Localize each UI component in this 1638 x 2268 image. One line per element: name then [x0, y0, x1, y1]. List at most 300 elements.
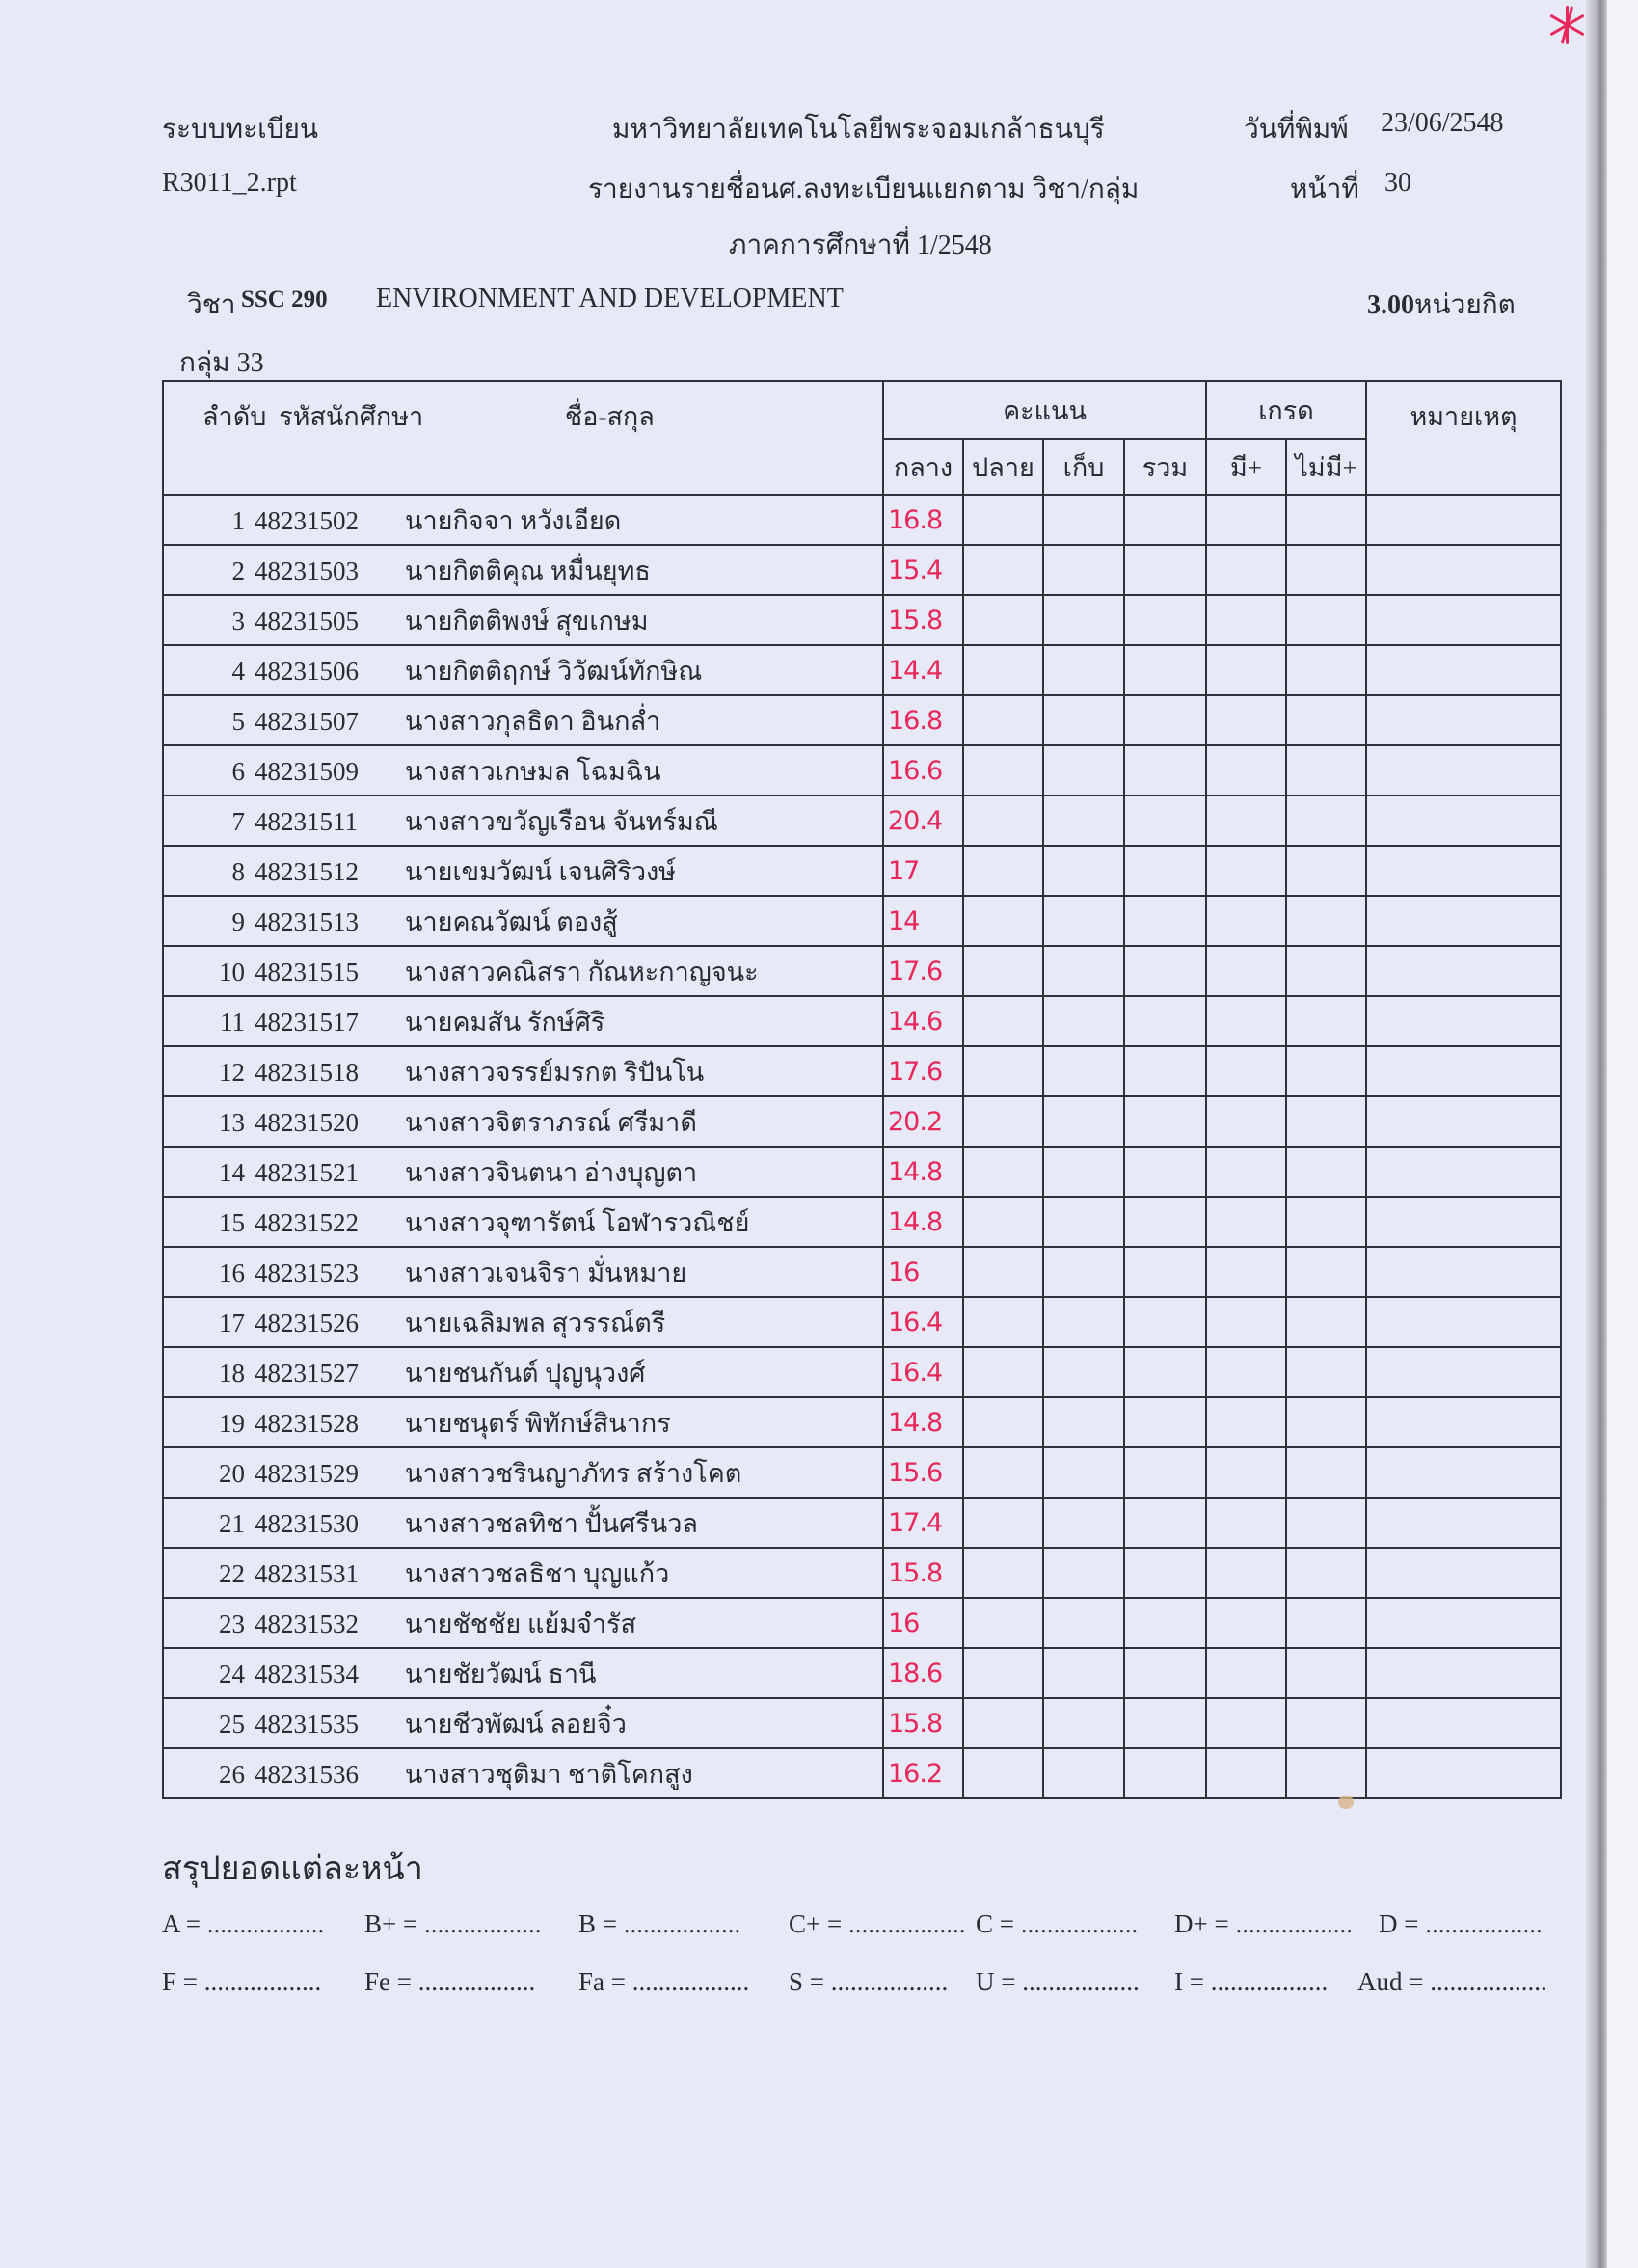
- student-cell: [163, 1648, 883, 1698]
- table-row: [163, 1096, 1561, 1147]
- remarks-cell: [1366, 1598, 1561, 1648]
- summary-blank-line: ..................: [1020, 1909, 1139, 1938]
- remarks-cell: [1366, 1096, 1561, 1147]
- total-score-cell: [1124, 996, 1206, 1046]
- total-score-cell: [1124, 1197, 1206, 1247]
- total-score-cell: [1124, 1698, 1206, 1748]
- midterm-score: 18.6: [883, 1648, 963, 1698]
- grade-has-plus-cell: [1206, 1698, 1286, 1748]
- student-name: นางสาวชลทิชา ปั้นศรีนวล: [405, 1508, 698, 1538]
- final-score-cell: [963, 1297, 1043, 1347]
- student-name: นายชัชชัย แย้มจำรัส: [405, 1608, 636, 1638]
- grade-no-plus-cell: [1286, 1096, 1366, 1147]
- header-student-id: รหัสนักศึกษา: [279, 402, 424, 431]
- total-score-cell: [1124, 1397, 1206, 1447]
- final-score-cell: [963, 695, 1043, 745]
- collected-score-cell: [1043, 1046, 1124, 1096]
- summary-blank-line: ..................: [206, 1909, 325, 1938]
- header-order: ลำดับ: [202, 402, 267, 431]
- final-score-cell: [963, 745, 1043, 796]
- grade-has-plus-cell: [1206, 1548, 1286, 1598]
- summary-blank-line: ..................: [423, 1909, 542, 1938]
- header-scores: คะแนน: [883, 381, 1206, 439]
- report-file: R3011_2.rpt: [162, 168, 297, 198]
- grade-has-plus-cell: [1206, 1447, 1286, 1498]
- header-has-plus: มี+: [1206, 439, 1286, 495]
- university-name: มหาวิทยาลัยเทคโนโลยีพระจอมเกล้าธนบุรี: [612, 115, 1105, 145]
- table-row: [163, 1598, 1561, 1648]
- total-score-cell: [1124, 846, 1206, 896]
- student-id: 48231522: [255, 1207, 359, 1237]
- summary-grade-label: I =: [1174, 1967, 1204, 1996]
- student-name: นางสาวชลธิชา บุญแก้ว: [405, 1558, 670, 1588]
- grade-no-plus-cell: [1286, 996, 1366, 1046]
- student-id: 48231531: [255, 1558, 359, 1588]
- summary-grade-label: C =: [976, 1909, 1014, 1938]
- grade-has-plus-cell: [1206, 545, 1286, 595]
- midterm-score: 16.8: [883, 695, 963, 745]
- midterm-score: 15.6: [883, 1447, 963, 1498]
- group-label: กลุ่ม: [179, 348, 230, 378]
- grade-no-plus-cell: [1286, 1247, 1366, 1297]
- summary-grade-label: D+ =: [1174, 1909, 1229, 1938]
- grade-has-plus-cell: [1206, 796, 1286, 846]
- report-title: รายงานรายชื่อนศ.ลงทะเบียนแยกตาม วิชา/กลุ่ม: [588, 175, 1140, 204]
- total-score-cell: [1124, 495, 1206, 545]
- student-id: 48231528: [255, 1408, 359, 1438]
- grade-has-plus-cell: [1206, 1247, 1286, 1297]
- final-score-cell: [963, 896, 1043, 946]
- student-name: นางสาวจุฑารัตน์ โอฬารวณิชย์: [405, 1207, 750, 1237]
- final-score-cell: [963, 1598, 1043, 1648]
- collected-score-cell: [1043, 1748, 1124, 1798]
- student-name: นายกิตติฤกษ์ วิวัฒน์ทักษิณ: [405, 656, 703, 686]
- row-number: 17: [219, 1308, 245, 1337]
- grade-no-plus-cell: [1286, 1548, 1366, 1598]
- row-number: 5: [231, 706, 245, 736]
- table-row: [163, 745, 1561, 796]
- total-score-cell: [1124, 1147, 1206, 1197]
- remarks-cell: [1366, 1297, 1561, 1347]
- grade-has-plus-cell: [1206, 1498, 1286, 1548]
- student-id: 48231526: [255, 1308, 359, 1337]
- table-row: [163, 1548, 1561, 1598]
- row-number: 23: [219, 1608, 245, 1638]
- final-score-cell: [963, 1197, 1043, 1247]
- course-code: SSC 290: [241, 286, 328, 312]
- page-label: หน้าที่: [1290, 175, 1359, 204]
- student-id: 48231518: [255, 1057, 359, 1087]
- final-score-cell: [963, 1147, 1043, 1197]
- midterm-score: 14.4: [883, 645, 963, 695]
- row-number: 7: [231, 806, 245, 836]
- grade-no-plus-cell: [1286, 695, 1366, 745]
- header-remarks: หมายเหตุ: [1366, 381, 1561, 495]
- summary-grade-field: [364, 1967, 535, 1997]
- row-number: 21: [219, 1508, 245, 1538]
- summary-grade-field: [1174, 1909, 1353, 1939]
- collected-score-cell: [1043, 946, 1124, 996]
- summary-blank-line: ..................: [1235, 1909, 1353, 1938]
- row-number: 4: [231, 656, 245, 686]
- student-id: 48231515: [255, 957, 359, 986]
- midterm-score: 17.6: [883, 1046, 963, 1096]
- row-number: 3: [231, 606, 245, 635]
- midterm-score: 16.4: [883, 1347, 963, 1397]
- summary-grade-label: S =: [789, 1967, 824, 1996]
- total-score-cell: [1124, 695, 1206, 745]
- final-score-cell: [963, 1096, 1043, 1147]
- grade-has-plus-cell: [1206, 896, 1286, 946]
- student-name: นายคมสัน รักษ์ศิริ: [405, 1007, 605, 1037]
- student-cell: [163, 1197, 883, 1247]
- summary-grade-field: [364, 1909, 541, 1939]
- student-id: 48231529: [255, 1458, 359, 1488]
- student-cell: [163, 695, 883, 745]
- grade-no-plus-cell: [1286, 846, 1366, 896]
- remarks-cell: [1366, 796, 1561, 846]
- grade-no-plus-cell: [1286, 1297, 1366, 1347]
- summary-title: สรุปยอดแต่ละหน้า: [162, 1851, 423, 1887]
- collected-score-cell: [1043, 745, 1124, 796]
- table-row: [163, 1247, 1561, 1297]
- table-row: [163, 695, 1561, 745]
- row-number: 8: [231, 856, 245, 886]
- total-score-cell: [1124, 1748, 1206, 1798]
- summary-blank-line: ..................: [1425, 1909, 1543, 1938]
- collected-score-cell: [1043, 1397, 1124, 1447]
- final-score-cell: [963, 946, 1043, 996]
- student-cell: [163, 996, 883, 1046]
- student-cell: [163, 545, 883, 595]
- table-row: [163, 1046, 1561, 1096]
- student-cell: [163, 1447, 883, 1498]
- table-row: [163, 1447, 1561, 1498]
- student-name: นายชัยวัฒน์ ธานี: [405, 1659, 597, 1688]
- grade-has-plus-cell: [1206, 1397, 1286, 1447]
- grade-has-plus-cell: [1206, 846, 1286, 896]
- midterm-score: 17.4: [883, 1498, 963, 1548]
- grade-no-plus-cell: [1286, 1748, 1366, 1798]
- remarks-cell: [1366, 996, 1561, 1046]
- final-score-cell: [963, 495, 1043, 545]
- paper-stain: [1338, 1796, 1354, 1809]
- row-number: 18: [219, 1358, 245, 1388]
- remarks-cell: [1366, 1397, 1561, 1447]
- student-cell: [163, 745, 883, 796]
- collected-score-cell: [1043, 1498, 1124, 1548]
- table-row: [163, 495, 1561, 545]
- grade-no-plus-cell: [1286, 495, 1366, 545]
- remarks-cell: [1366, 896, 1561, 946]
- grade-has-plus-cell: [1206, 1147, 1286, 1197]
- student-name: นางสาวคณิสรา กัณหะกาญจนะ: [405, 957, 759, 986]
- student-table: [162, 380, 1562, 1799]
- grade-no-plus-cell: [1286, 896, 1366, 946]
- total-score-cell: [1124, 1548, 1206, 1598]
- student-name: นางสาวจินตนา อ่างบุญตา: [405, 1157, 698, 1187]
- student-id: 48231506: [255, 656, 359, 686]
- grade-no-plus-cell: [1286, 1648, 1366, 1698]
- grade-no-plus-cell: [1286, 545, 1366, 595]
- page-number: 30: [1384, 168, 1411, 198]
- remarks-cell: [1366, 1197, 1561, 1247]
- collected-score-cell: [1043, 1197, 1124, 1247]
- student-cell: [163, 1096, 883, 1147]
- summary-grade-field: [789, 1909, 965, 1939]
- table-row: [163, 1698, 1561, 1748]
- student-cell: [163, 1046, 883, 1096]
- collected-score-cell: [1043, 996, 1124, 1046]
- row-number: 9: [231, 906, 245, 936]
- summary-grade-label: U =: [976, 1967, 1016, 1996]
- print-date-label: วันที่พิมพ์: [1244, 115, 1349, 145]
- student-id: 48231523: [255, 1257, 359, 1287]
- table-row: [163, 796, 1561, 846]
- student-name: นางสาวขวัญเรือน จันทร์มณี: [405, 806, 718, 836]
- collected-score-cell: [1043, 645, 1124, 695]
- row-number: 25: [219, 1709, 245, 1739]
- grade-has-plus-cell: [1206, 595, 1286, 645]
- remarks-cell: [1366, 1447, 1561, 1498]
- collected-score-cell: [1043, 1447, 1124, 1498]
- row-number: 2: [231, 555, 245, 585]
- grade-has-plus-cell: [1206, 695, 1286, 745]
- table-row: [163, 1748, 1561, 1798]
- total-score-cell: [1124, 1046, 1206, 1096]
- student-cell: [163, 1297, 883, 1347]
- grade-has-plus-cell: [1206, 645, 1286, 695]
- final-score-cell: [963, 846, 1043, 896]
- summary-grade-field: [578, 1967, 749, 1997]
- student-cell: [163, 946, 883, 996]
- summary-grade-label: Fa =: [578, 1967, 626, 1996]
- student-cell: [163, 1748, 883, 1798]
- total-score-cell: [1124, 595, 1206, 645]
- handwritten-asterisk-mark: [1552, 6, 1581, 44]
- grade-has-plus-cell: [1206, 1748, 1286, 1798]
- collected-score-cell: [1043, 1648, 1124, 1698]
- row-number: 6: [231, 756, 245, 786]
- midterm-score: 15.8: [883, 1698, 963, 1748]
- midterm-score: 14.8: [883, 1147, 963, 1197]
- student-cell: [163, 1347, 883, 1397]
- remarks-cell: [1366, 595, 1561, 645]
- row-number: 26: [219, 1759, 245, 1789]
- remarks-cell: [1366, 745, 1561, 796]
- grade-no-plus-cell: [1286, 1447, 1366, 1498]
- total-score-cell: [1124, 1648, 1206, 1698]
- student-id: 48231532: [255, 1608, 359, 1638]
- student-id: 48231505: [255, 606, 359, 635]
- summary-grade-field: [976, 1967, 1140, 1997]
- collected-score-cell: [1043, 796, 1124, 846]
- grade-has-plus-cell: [1206, 495, 1286, 545]
- total-score-cell: [1124, 1247, 1206, 1297]
- summary-grade-field: [162, 1909, 324, 1939]
- student-name: นางสาวชุติมา ชาติโคกสูง: [405, 1759, 693, 1789]
- grade-has-plus-cell: [1206, 996, 1286, 1046]
- collected-score-cell: [1043, 595, 1124, 645]
- student-name: นายชีวพัฒน์ ลอยจิ๋ว: [405, 1709, 627, 1739]
- student-id: 48231520: [255, 1107, 359, 1137]
- summary-grade-label: B =: [578, 1909, 617, 1938]
- student-cell: [163, 846, 883, 896]
- remarks-cell: [1366, 1498, 1561, 1548]
- student-cell: [163, 495, 883, 545]
- summary-blank-line: ..................: [417, 1967, 536, 1996]
- collected-score-cell: [1043, 1548, 1124, 1598]
- summary-grade-label: A =: [162, 1909, 201, 1938]
- row-number: 19: [219, 1408, 245, 1438]
- student-cell: [163, 1698, 883, 1748]
- student-cell: [163, 796, 883, 846]
- total-score-cell: [1124, 1297, 1206, 1347]
- grade-no-plus-cell: [1286, 1397, 1366, 1447]
- total-score-cell: [1124, 1498, 1206, 1548]
- summary-grade-field: [1379, 1909, 1543, 1939]
- grade-no-plus-cell: [1286, 1598, 1366, 1648]
- remarks-cell: [1366, 645, 1561, 695]
- header-final: ปลาย: [963, 439, 1043, 495]
- summary-blank-line: ..................: [623, 1909, 741, 1938]
- collected-score-cell: [1043, 545, 1124, 595]
- credits-unit: หน่วยกิต: [1414, 290, 1516, 320]
- table-row: [163, 645, 1561, 695]
- total-score-cell: [1124, 745, 1206, 796]
- row-number: 16: [219, 1257, 245, 1287]
- midterm-score: 16.8: [883, 495, 963, 545]
- grade-has-plus-cell: [1206, 1046, 1286, 1096]
- student-name: นายกิจจา หวังเอียด: [405, 505, 622, 535]
- table-row: [163, 1297, 1561, 1347]
- student-cell: [163, 1598, 883, 1648]
- course-credits: 3.00: [1367, 290, 1414, 320]
- grade-no-plus-cell: [1286, 1147, 1366, 1197]
- collected-score-cell: [1043, 495, 1124, 545]
- collected-score-cell: [1043, 695, 1124, 745]
- row-number: 13: [219, 1107, 245, 1137]
- final-score-cell: [963, 1397, 1043, 1447]
- final-score-cell: [963, 1447, 1043, 1498]
- remarks-cell: [1366, 495, 1561, 545]
- total-score-cell: [1124, 1447, 1206, 1498]
- student-name: นางสาวกุลธิดา อินกล่ำ: [405, 706, 661, 736]
- row-number: 1: [231, 505, 245, 535]
- student-id: 48231507: [255, 706, 359, 736]
- student-id: 48231527: [255, 1358, 359, 1388]
- summary-grade-field: [578, 1909, 740, 1939]
- remarks-cell: [1366, 846, 1561, 896]
- grade-has-plus-cell: [1206, 1648, 1286, 1698]
- student-cell: [163, 1247, 883, 1297]
- final-score-cell: [963, 645, 1043, 695]
- midterm-score: 15.4: [883, 545, 963, 595]
- grade-no-plus-cell: [1286, 645, 1366, 695]
- collected-score-cell: [1043, 1598, 1124, 1648]
- student-name: นางสาวจิตราภรณ์ ศรีมาดี: [405, 1107, 697, 1137]
- grade-has-plus-cell: [1206, 1197, 1286, 1247]
- midterm-score: 17.6: [883, 946, 963, 996]
- midterm-score: 14.6: [883, 996, 963, 1046]
- semester: ภาคการศึกษาที่ 1/2548: [729, 230, 992, 260]
- summary-blank-line: ..................: [847, 1909, 966, 1938]
- table-row: [163, 1648, 1561, 1698]
- total-score-cell: [1124, 946, 1206, 996]
- final-score-cell: [963, 1046, 1043, 1096]
- summary-blank-line: ..................: [830, 1967, 949, 1996]
- final-score-cell: [963, 796, 1043, 846]
- summary-grade-label: D =: [1379, 1909, 1419, 1938]
- summary-blank-line: ..................: [1022, 1967, 1140, 1996]
- subject-label: วิชา: [187, 290, 236, 320]
- final-score-cell: [963, 1748, 1043, 1798]
- final-score-cell: [963, 1498, 1043, 1548]
- collected-score-cell: [1043, 846, 1124, 896]
- grade-no-plus-cell: [1286, 946, 1366, 996]
- grade-no-plus-cell: [1286, 745, 1366, 796]
- row-number: 12: [219, 1057, 245, 1087]
- collected-score-cell: [1043, 1347, 1124, 1397]
- remarks-cell: [1366, 1247, 1561, 1297]
- summary-grade-label: F =: [162, 1967, 198, 1996]
- student-name: นายกิตติพงษ์ สุขเกษม: [405, 606, 649, 635]
- student-cell: [163, 1147, 883, 1197]
- row-number: 14: [219, 1157, 245, 1187]
- group-number: 33: [236, 348, 264, 378]
- total-score-cell: [1124, 1598, 1206, 1648]
- total-score-cell: [1124, 1096, 1206, 1147]
- row-number: 15: [219, 1207, 245, 1237]
- scan-background: [1607, 0, 1638, 2268]
- summary-grade-field: [1174, 1967, 1328, 1997]
- student-id: 48231503: [255, 555, 359, 585]
- midterm-score: 14.8: [883, 1197, 963, 1247]
- student-name: นางสาวชรินญาภัทร สร้างโคต: [405, 1458, 742, 1488]
- collected-score-cell: [1043, 1147, 1124, 1197]
- summary-blank-line: ..................: [1430, 1967, 1547, 1996]
- summary-grade-label: Fe =: [364, 1967, 412, 1996]
- table-row: [163, 1347, 1561, 1397]
- student-id: 48231513: [255, 906, 359, 936]
- collected-score-cell: [1043, 1297, 1124, 1347]
- table-row: [163, 946, 1561, 996]
- final-score-cell: [963, 545, 1043, 595]
- student-id: 48231502: [255, 505, 359, 535]
- table-row: [163, 996, 1561, 1046]
- midterm-score: 16: [883, 1247, 963, 1297]
- summary-grade-field: [1357, 1967, 1547, 1997]
- table-row: [163, 1197, 1561, 1247]
- grade-has-plus-cell: [1206, 1347, 1286, 1397]
- grade-has-plus-cell: [1206, 1598, 1286, 1648]
- student-id: 48231509: [255, 756, 359, 786]
- grade-has-plus-cell: [1206, 1096, 1286, 1147]
- remarks-cell: [1366, 1548, 1561, 1598]
- row-number: 24: [219, 1659, 245, 1688]
- student-name: นายกิตติคุณ หมื่นยุทธ: [405, 555, 651, 585]
- grade-no-plus-cell: [1286, 1197, 1366, 1247]
- student-name: นางสาวจรรย์มรกต ริปันโน: [405, 1057, 705, 1087]
- summary-grade-field: [789, 1967, 948, 1997]
- collected-score-cell: [1043, 1698, 1124, 1748]
- row-number: 22: [219, 1558, 245, 1588]
- system-label: ระบบทะเบียน: [162, 115, 319, 145]
- total-score-cell: [1124, 545, 1206, 595]
- row-number: 11: [220, 1007, 245, 1037]
- total-score-cell: [1124, 796, 1206, 846]
- student-name: นายชนุตร์ พิทักษ์สินากร: [405, 1408, 671, 1438]
